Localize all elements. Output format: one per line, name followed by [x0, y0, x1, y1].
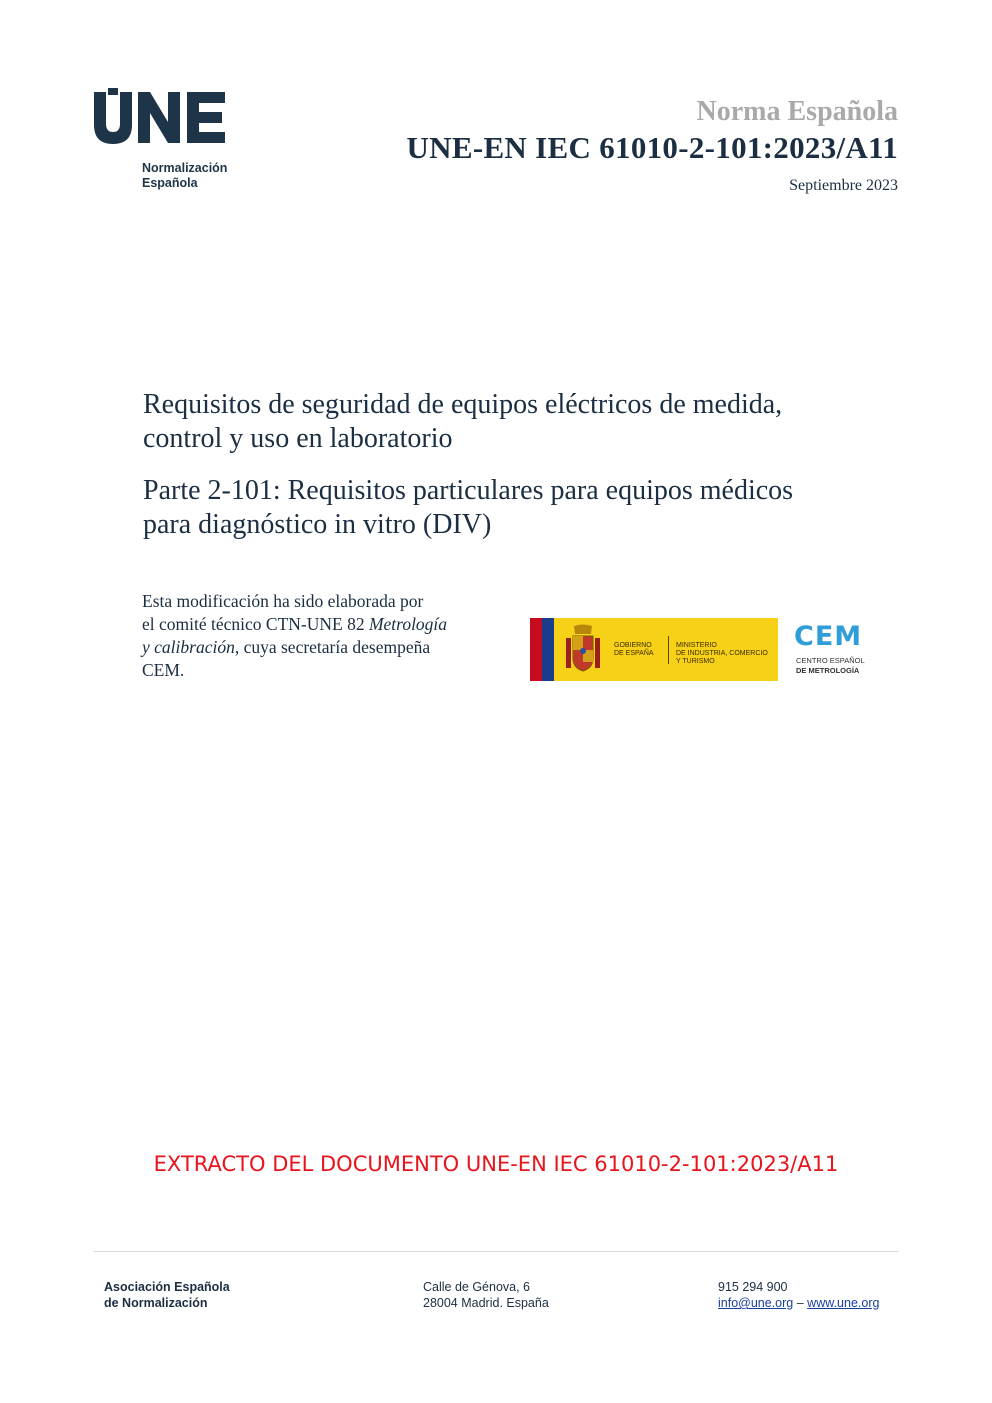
logo-subtitle-line2: Española: [142, 176, 198, 190]
standard-code: UNE-EN IEC 61010-2-101:2023/A11: [406, 130, 898, 165]
ministry-line1: MINISTERIO: [676, 642, 717, 649]
ministry-line2: DE INDUSTRIA, COMERCIO: [676, 650, 768, 657]
committee-line3-text: , cuya secretaría desempeña: [234, 637, 431, 657]
footer-address-line1: Calle de Génova, 6: [423, 1280, 531, 1294]
website-link[interactable]: www.une.org: [807, 1296, 880, 1310]
ministry-name: [676, 642, 768, 666]
government-logo: [530, 618, 778, 681]
footer-divider: [93, 1251, 899, 1252]
cem-logo-word: CEM: [794, 621, 863, 652]
star-icon: ★: [555, 666, 565, 676]
gov-name: [614, 642, 654, 658]
document-kicker: Norma Española: [696, 96, 898, 127]
publication-date: Septiembre 2023: [789, 177, 898, 194]
document-title: [143, 388, 782, 456]
email-link[interactable]: info@une.org: [718, 1296, 794, 1310]
logo-subtitle: [142, 161, 227, 191]
star-icon: ★: [555, 622, 565, 632]
footer-address: [423, 1279, 549, 1311]
committee-name-italic-b: y calibración: [142, 637, 235, 657]
committee-line4: CEM.: [142, 660, 185, 680]
ministry-line3: Y TURISMO: [676, 658, 715, 665]
footer-org-line2: de Normalización: [104, 1296, 208, 1310]
extract-notice: EXTRACTO DEL DOCUMENTO UNE-EN IEC 61010-2-101:2023/A11: [153, 1152, 839, 1176]
flag-stripe-red: [530, 618, 542, 681]
committee-line1: Esta modificación ha sido elaborada por: [142, 591, 424, 611]
gov-divider: [668, 636, 669, 664]
gov-name-line2: DE ESPAÑA: [614, 650, 654, 657]
footer-org-line1: Asociación Española: [104, 1280, 230, 1294]
committee-statement: [142, 590, 502, 682]
footer-phone: 915 294 900: [718, 1280, 788, 1294]
footer-link-separator: –: [796, 1296, 804, 1310]
une-logo-mark: [92, 88, 232, 148]
footer-address-line2: 28004 Madrid. España: [423, 1296, 549, 1310]
gov-name-line1: GOBIERNO: [614, 642, 652, 649]
star-icon: ★: [555, 644, 565, 654]
logo-subtitle-line1: Normalización: [142, 161, 228, 175]
committee-name-italic-a: Metrología: [368, 614, 448, 634]
eu-stripe-blue: [542, 618, 565, 681]
part-title-line1: Parte 2-101: Requisitos particulares para equipos médicos: [143, 475, 794, 506]
committee-line3: [142, 636, 502, 659]
part-title-line2: para diagnóstico in vitro (DIV): [143, 509, 492, 540]
title-line1: Requisitos de seguridad de equipos eléctricos de medida,: [143, 389, 783, 420]
cem-logo-line1: CENTRO ESPAÑOL: [796, 656, 865, 665]
title-line2: control y uso en laboratorio: [143, 423, 453, 454]
document-part-title: [143, 474, 793, 542]
cem-logo-line2: DE METROLOGÍA: [796, 666, 860, 675]
footer-organization: [104, 1279, 230, 1311]
footer-contact: [718, 1279, 879, 1311]
committee-line2-text: el comité técnico CTN-UNE 82: [142, 614, 369, 634]
committee-line2: [142, 613, 502, 636]
footer-links: [718, 1295, 879, 1311]
coat-of-arms-icon: [564, 624, 602, 674]
